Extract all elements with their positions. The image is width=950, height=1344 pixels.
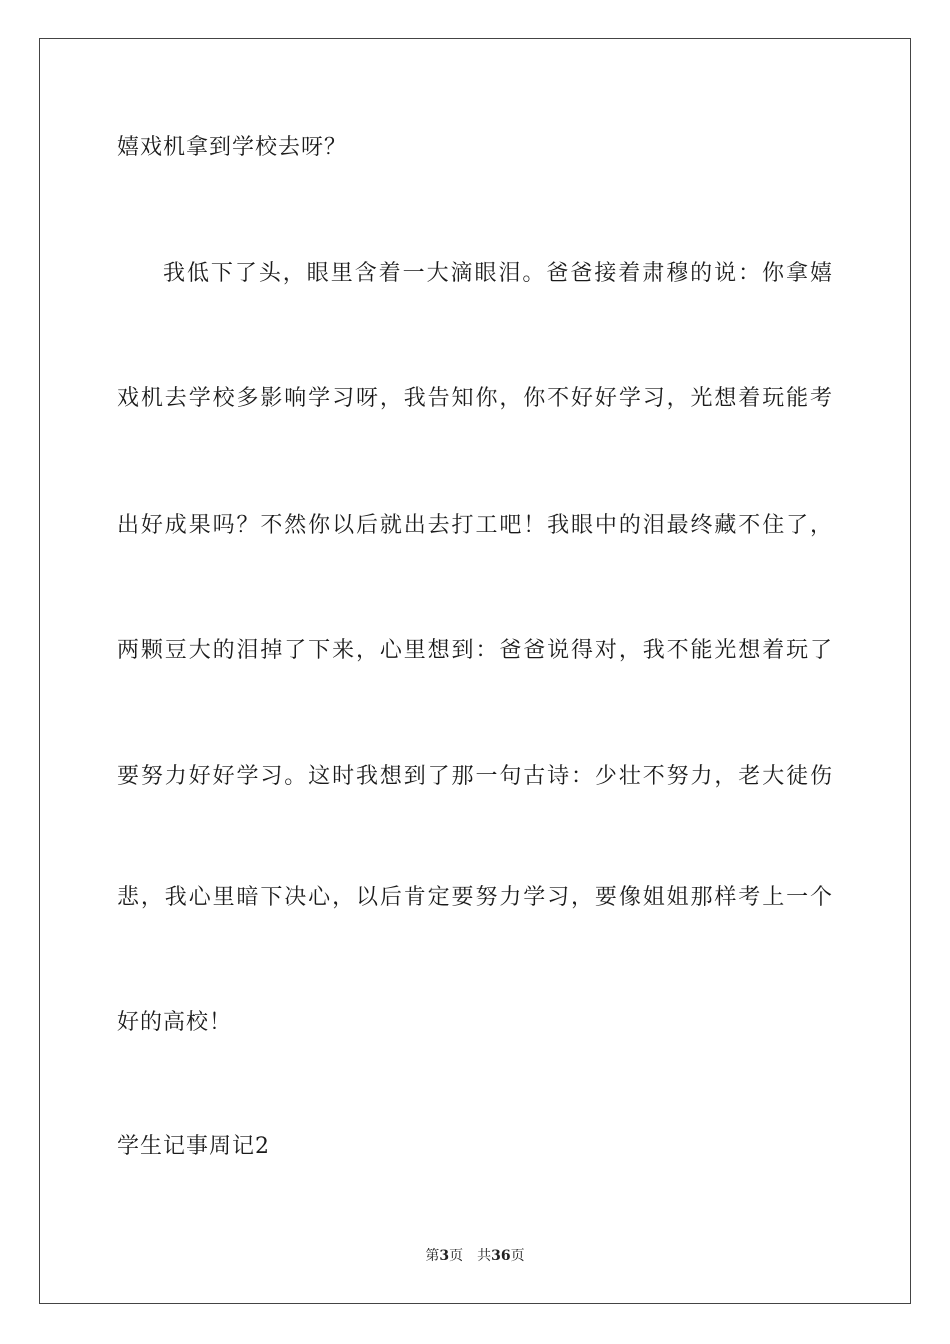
page-suffix: 页 bbox=[449, 1248, 464, 1264]
paragraph-line: 出好成果吗？不然你以后就出去打工吧！我眼中的泪最终藏不住了， bbox=[117, 513, 833, 538]
page-prefix: 第 bbox=[425, 1248, 440, 1264]
paragraph-line: 嬉戏机拿到学校去呀？ bbox=[117, 135, 348, 160]
total-pages: 36 bbox=[491, 1248, 511, 1264]
section-heading: 学生记事周记2 bbox=[117, 1134, 270, 1159]
page-number: 3 bbox=[439, 1248, 450, 1264]
total-prefix: 共 bbox=[477, 1248, 492, 1264]
paragraph-line: 好的高校！ bbox=[117, 1010, 233, 1035]
paragraph-line: 我低下了头，眼里含着一大滴眼泪。爸爸接着肃穆的说：你拿嬉 bbox=[163, 261, 833, 286]
page-border bbox=[39, 38, 911, 1304]
paragraph-line: 要努力好好学习。这时我想到了那一句古诗：少壮不努力，老大徒伤 bbox=[117, 764, 833, 789]
page-footer bbox=[0, 1246, 950, 1266]
paragraph-line: 两颗豆大的泪掉了下来，心里想到：爸爸说得对，我不能光想着玩了 bbox=[117, 638, 833, 663]
total-suffix: 页 bbox=[510, 1248, 525, 1264]
paragraph-line: 戏机去学校多影响学习呀，我告知你，你不好好学习，光想着玩能考 bbox=[117, 386, 833, 411]
paragraph-line: 悲，我心里暗下决心，以后肯定要努力学习，要像姐姐那样考上一个 bbox=[117, 885, 833, 910]
